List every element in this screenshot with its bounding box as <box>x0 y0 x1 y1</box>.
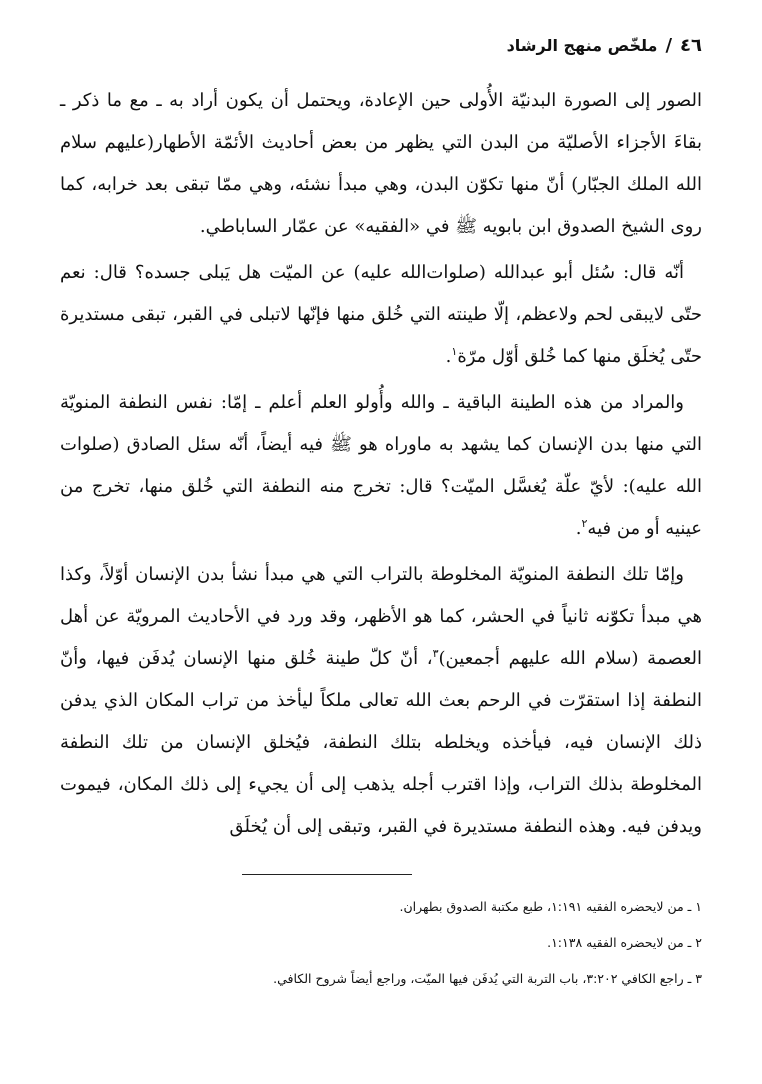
main-text <box>60 80 702 848</box>
footnote-3: ٣ ـ راجع الكافي ٣:٢٠٢، باب التربة التي يُدفَن فيها الميّت، وراجع أيضاً شروح الكافي. <box>273 971 702 986</box>
paragraph-3-text: والمراد من هذه الطينة الباقية ـ والله وأُولو العلم أعلم ـ إمّا: نفس النطفة المنويّة التي منها بدن الإنسان كما يشهد به ماوراه هو ﷺ فيه أيضاً، أنّه سئل الصادق (صلوات الله عليه): لأيّ علّة يُغسَّل الميّت؟ قال: تخرج منه النطفة التي خُلق منها، تخرج من عينيه أو من فيه <box>60 392 702 539</box>
paragraph-4-text-cont: ، أنّ كلّ طينة خُلق منها الإنسان يُدفَن فيها، وأنّ النطفة إذا استقرّت في الرحم بعث الله تعالى ملكاً ليأخذ من تراب المكان الذي يدفن ذلك الإنسان فيه، فيأخذه ويخلطه بتلك النطفة، فيُخلق الإنسان من تلك النطفة المخلوطة بذلك التراب، وإذا اقترب أجله يذهب إلى أن يجيء إلى ذلك المكان، فيموت ويدفن فيه. وهذه النطفة مستديرة في القبر، وتبقى إلى أن يُخلَق <box>60 648 702 837</box>
footnote-1: ١ ـ من لايحضره الفقيه ١:١٩١، طبع مكتبة الصدوق بطهران. <box>399 899 702 914</box>
footnote-divider <box>242 874 412 875</box>
footnote-ref-1[interactable]: ١ <box>451 345 458 358</box>
footnote-ref-3[interactable]: ٣ <box>432 647 439 660</box>
paragraph-2 <box>60 252 702 378</box>
page-number: ٤٦ <box>680 34 702 56</box>
footnote-2: ٢ ـ من لايحضره الفقيه ١:١٣٨. <box>547 935 702 950</box>
paragraph-3-end: . <box>575 518 582 539</box>
header-separator: / <box>665 34 673 56</box>
book-title: ملخّص منهج الرشاد <box>506 35 658 55</box>
paragraph-4-text: وإمّا تلك النطفة المنويّة المخلوطة بالتراب التي هي مبدأ نشأ بدن الإنسان أوّلاً، وكذا هي مبدأ تكوّنه ثانياً في الحشر، كما هو الأظهر، وقد ورد في الأحاديث المرويّة عن أهل العصمة (سلام الله عليهم أجمعين) <box>60 564 703 669</box>
footnote-ref-2[interactable]: ٢ <box>581 517 588 530</box>
paragraph-3 <box>60 382 702 550</box>
paragraph-2-text: أنّه قال: سُئل أبو عبدالله (صلوات‌الله عليه) عن الميّت هل يَبلى جسده؟ قال: نعم حتّى لايبقى لحم ولاعظم، إلّا طينته التي خُلق منها فإنّها لاتبلى في القبر، تبقى مستديرة حتّى يُخلَق منها كما خُلق أوّل مرّة <box>60 262 702 367</box>
paragraph-1 <box>60 80 702 248</box>
paragraph-4 <box>60 554 702 848</box>
paragraph-2-end: . <box>445 346 452 367</box>
paragraph-1-text: الصور إلى الصورة البدنيّة الأُولى حين الإعادة، ويحتمل أن يكون أراد به ـ مع ما ذكر ـ بقاءَ الأجزاء الأصليّة من البدن التي يظهر من بعض أحاديث الأئمّة الأطهار(عليهم سلام الله الملك الجبّار) أنّ منها تكوّن البدن، وهي مبدأ نشئه، وهي ممّا تبقى بعد خرابه، كما روى الشيخ الصدوق ابن بابويه ﷺ في «الفقيه» عن عمّار الساباطي. <box>60 90 702 237</box>
footnotes <box>60 889 702 997</box>
page-header <box>60 28 702 62</box>
